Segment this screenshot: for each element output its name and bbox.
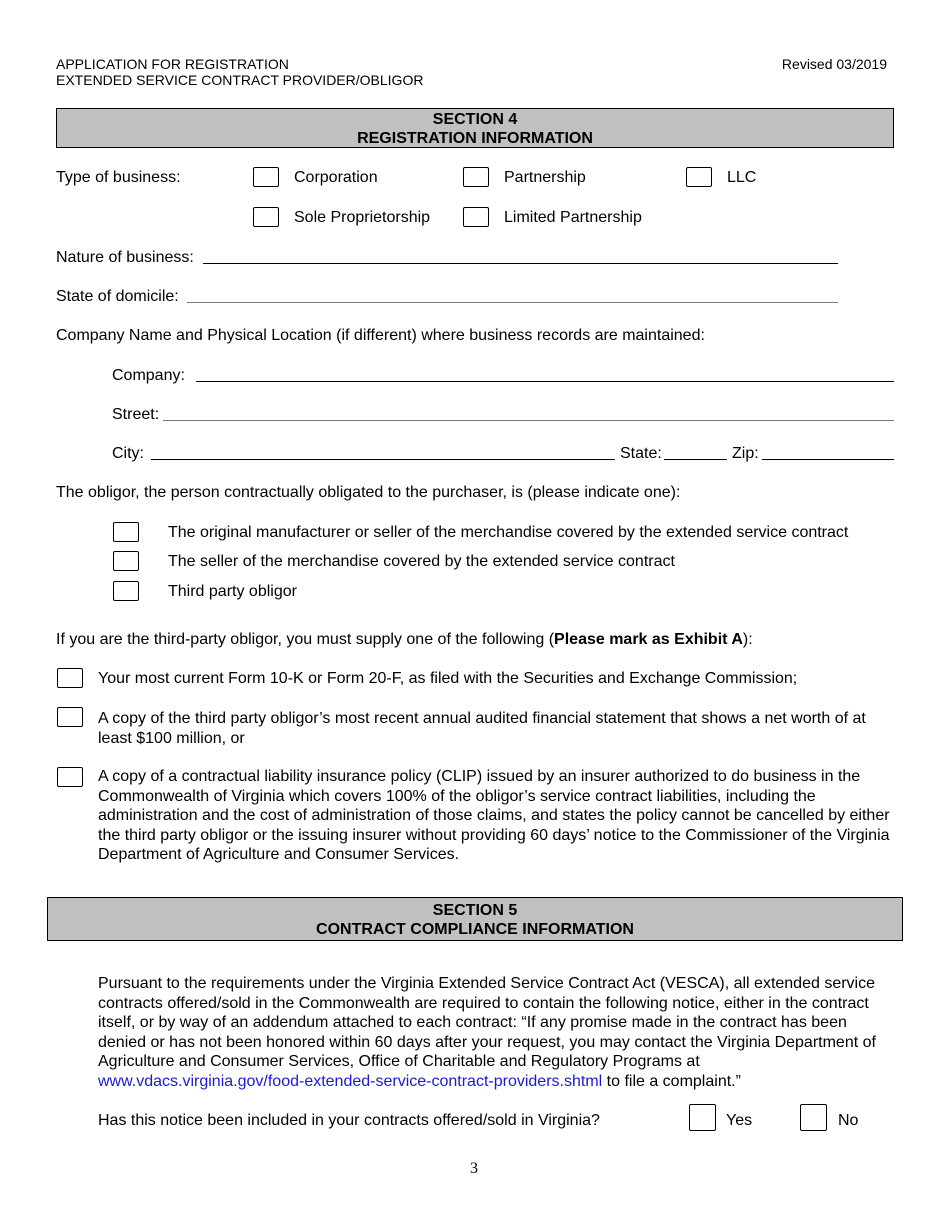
partnership-label: Partnership — [504, 169, 586, 186]
city-field[interactable] — [151, 459, 615, 460]
corporation-label: Corporation — [294, 169, 378, 186]
vesca-notice-text: Pursuant to the requirements under the Virginia Extended Service Contract Act (VESCA), all extended service contracts offered/sold in the Commonwealth are required to contain the following notice, either in the contract itself, or by way of an addendum attached to each contract: “If any promise made in the contract has been denied or has not been honored within 60 days after your request, you may contact the Virginia Department of Agriculture and Consumer Services, Office of Charitable and Regulatory Programs at — [98, 975, 876, 1071]
form-10k-label: Your most current Form 10-K or Form 20-F, as filed with the Securities and Exchange Commission; — [98, 670, 798, 687]
third-party-intro: If you are the third-party obligor, you must supply one of the following ( — [56, 631, 555, 648]
limited-partnership-label: Limited Partnership — [504, 209, 642, 226]
nature-of-business-field[interactable] — [203, 263, 838, 264]
state-of-domicile-label: State of domicile: — [56, 288, 179, 305]
notice-included-question: Has this notice been included in your contracts offered/sold in Virginia? — [98, 1112, 600, 1129]
exhibit-a-note: Please mark as Exhibit A — [554, 631, 743, 648]
notice-no-checkbox[interactable] — [800, 1104, 827, 1131]
notice-no-label: No — [838, 1112, 859, 1129]
financial-statement-label: A copy of the third party obligor’s most recent annual audited financial statement that shows a net worth of at least $100 million, or — [98, 710, 866, 747]
type-of-business-label: Type of business: — [56, 169, 181, 186]
sole-proprietorship-label: Sole Proprietorship — [294, 209, 431, 226]
vdacs-complaint-link[interactable]: www.vdacs.virginia.gov/food-extended-service-contract-providers.shtml — [98, 1072, 603, 1090]
state-of-domicile-field[interactable] — [187, 302, 838, 303]
obligor-manufacturer-label: The original manufacturer or seller of the merchandise covered by the extended service contract — [168, 524, 849, 541]
sole-proprietorship-checkbox[interactable] — [253, 207, 279, 227]
street-label: Street: — [112, 406, 160, 423]
page-number: 3 — [470, 1160, 478, 1177]
obligor-third-party-label: Third party obligor — [168, 583, 297, 600]
company-label: Company: — [112, 367, 185, 384]
obligor-third-party-checkbox[interactable] — [113, 581, 139, 601]
revision-date: Revised 03/2019 — [781, 56, 887, 72]
city-label: City: — [112, 445, 144, 462]
section5-header — [47, 897, 903, 941]
zip-label: Zip: — [732, 445, 759, 462]
form-10k-checkbox[interactable] — [57, 668, 83, 688]
records-location-label: Company Name and Physical Location (if different) where business records are maintained: — [56, 327, 705, 344]
section4-subheading: REGISTRATION INFORMATION — [357, 130, 593, 147]
clip-policy-label: A copy of a contractual liability insurance policy (CLIP) issued by an insurer authorized to do business in the Commonwealth of Virginia which covers 100% of the obligor’s service contract liabilities, including the administration and the cost of administration of those claims, and states the policy cannot be cancelled by either the third party obligor or the issuing insurer without providing 60 days’ notice to the Commissioner of the Virginia Department of Agriculture and Consumer Services. — [98, 768, 890, 864]
notice-yes-checkbox[interactable] — [689, 1104, 716, 1131]
form-title-line2: EXTENDED SERVICE CONTRACT PROVIDER/OBLIGOR — [56, 72, 424, 88]
street-field[interactable] — [163, 420, 894, 421]
obligor-seller-checkbox[interactable] — [113, 551, 139, 571]
state-label: State: — [620, 445, 662, 462]
nature-of-business-label: Nature of business: — [56, 249, 194, 266]
partnership-checkbox[interactable] — [463, 167, 489, 187]
llc-checkbox[interactable] — [686, 167, 712, 187]
section4-header — [56, 108, 894, 148]
vesca-notice-end: to file a complaint.” — [602, 1072, 741, 1090]
third-party-end: ): — [742, 631, 753, 648]
form-title-line1: APPLICATION FOR REGISTRATION — [56, 56, 289, 72]
financial-statement-checkbox[interactable] — [57, 707, 83, 727]
llc-label: LLC — [727, 169, 757, 186]
obligor-manufacturer-checkbox[interactable] — [113, 522, 139, 542]
third-party-instructions — [56, 631, 753, 649]
notice-yes-label: Yes — [726, 1112, 753, 1129]
obligor-question: The obligor, the person contractually obligated to the purchaser, is (please indicate one): — [56, 484, 681, 501]
corporation-checkbox[interactable] — [253, 167, 279, 187]
section5-subheading: CONTRACT COMPLIANCE INFORMATION — [316, 921, 634, 938]
state-field[interactable] — [664, 459, 727, 460]
section5-heading: SECTION 5 — [432, 902, 518, 919]
section4-heading: SECTION 4 — [432, 111, 518, 128]
company-field[interactable] — [196, 381, 894, 382]
vesca-notice — [98, 974, 898, 1092]
zip-field[interactable] — [762, 459, 894, 460]
obligor-seller-label: The seller of the merchandise covered by the extended service contract — [168, 553, 675, 570]
clip-policy-checkbox[interactable] — [57, 767, 83, 787]
limited-partnership-checkbox[interactable] — [463, 207, 489, 227]
